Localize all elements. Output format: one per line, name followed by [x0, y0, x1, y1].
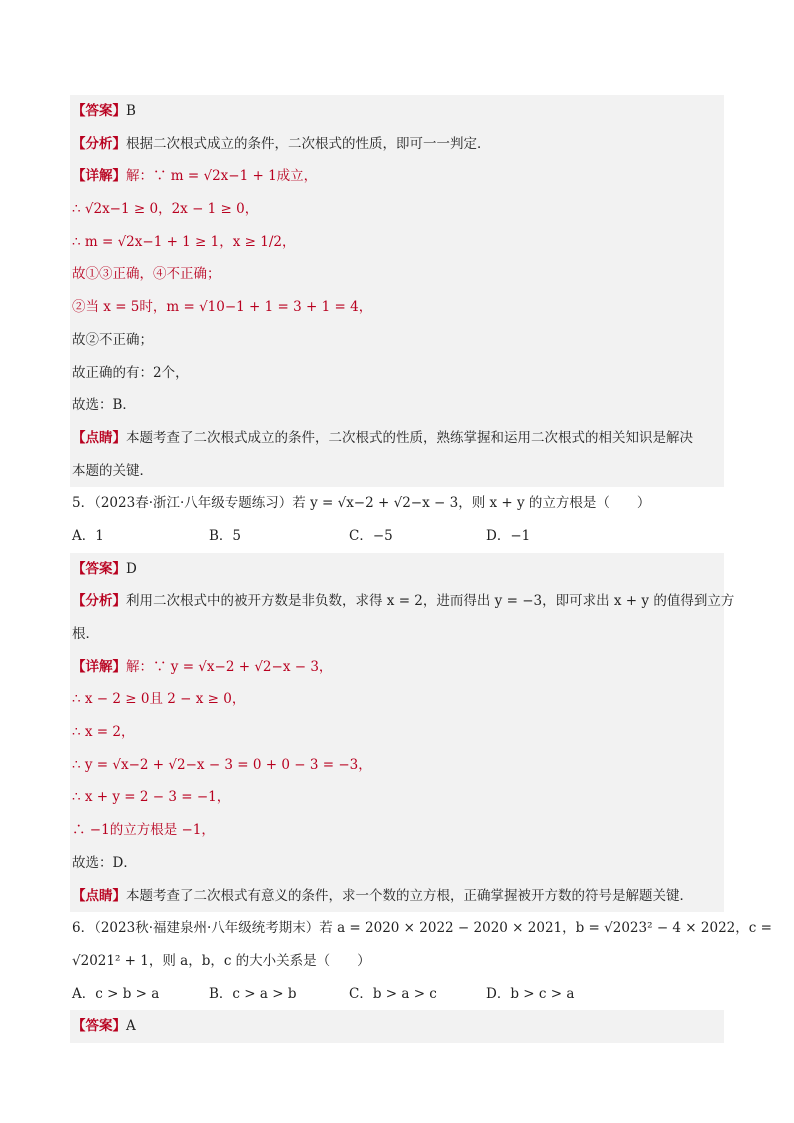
- q4-answer-line: [70, 95, 724, 128]
- q4-answer: B: [126, 103, 136, 119]
- comment-tag: 【点睛】: [72, 429, 126, 446]
- q6-option-d: D．b > c > a: [486, 985, 575, 1002]
- q5-option-c: C．−5: [349, 527, 393, 544]
- q5-detail-line-3: ∴ y = √x−2 + √2−x − 3 = 0 + 0 − 3 = −3，: [72, 756, 372, 773]
- detail-tag: 【详解】: [72, 658, 126, 675]
- q4-analysis: 根据二次根式成立的条件，二次根式的性质，即可一一判定．: [126, 135, 491, 152]
- q5-option-b: B．5: [209, 527, 242, 544]
- q6-option-c: C．b > a > c: [349, 985, 437, 1002]
- q4-detail-line-7: 故选：B．: [72, 397, 136, 414]
- q5-analysis-line-1: [70, 585, 735, 618]
- q6-stem-2: √2021² + 1，则 a，b，c 的大小关系是（ ）: [72, 952, 371, 969]
- document-page: [70, 95, 772, 1043]
- q4-detail-line-1: ∴ √2x−1 ≥ 0，2x − 1 ≥ 0，: [72, 201, 259, 218]
- q4-detail-line-0: 解：∵ m = √2x−1 + 1成立，: [126, 168, 318, 185]
- answer-tag: 【答案】: [72, 1018, 126, 1035]
- q4-detail-line-4: ②当 x = 5时，m = √10−1 + 1 = 3 + 1 = 4，: [72, 299, 373, 316]
- q6-answer: A: [126, 1018, 136, 1035]
- q4-detail-line-6: 故正确的有：2个，: [72, 364, 189, 381]
- analysis-tag: 【分析】: [72, 593, 126, 610]
- q5-answer: D: [126, 560, 137, 577]
- q5-detail-line-4: ∴ x + y = 2 − 3 = −1，: [72, 789, 231, 806]
- q5-option-d: D．−1: [486, 527, 531, 544]
- comment-tag: 【点睛】: [72, 887, 126, 904]
- q4-comment-1: 本题考查了二次根式成立的条件，二次根式的性质，熟练掌握和运用二次根式的相关知识是解决: [126, 429, 693, 446]
- q5-detail-line-2: ∴ x = 2，: [72, 724, 135, 741]
- q5-analysis-1: 利用二次根式中的被开方数是非负数，求得 x = 2，进而得出 y = −3，即可求出 x + y 的值得到立方: [126, 593, 735, 610]
- q4-solution-block: [70, 95, 724, 487]
- analysis-tag: 【分析】: [72, 135, 126, 152]
- q5-comment-line: [70, 880, 724, 913]
- q5-detail-line: [70, 651, 724, 684]
- q6-solution-block: [70, 1010, 724, 1043]
- q5-answer-line: [70, 553, 724, 586]
- q5-options: [70, 520, 724, 553]
- q6-options: [70, 978, 724, 1011]
- answer-tag: 【答案】: [72, 103, 126, 119]
- q4-detail-line-3: 故①③正确，④不正确；: [72, 266, 221, 283]
- q5-detail-line-6: 故选：D．: [72, 854, 137, 871]
- q5-analysis-line-2: 根．: [72, 626, 99, 642]
- q5-detail-line-5: ∴ −1的立方根是 −1，: [72, 822, 215, 839]
- q5-detail-line-0: 解：∵ y = √x−2 + √2−x − 3，: [126, 658, 333, 675]
- detail-tag: 【详解】: [72, 168, 126, 185]
- q5-option-a: A．1: [72, 527, 104, 544]
- q4-detail-line: [70, 160, 724, 193]
- q5-stem: 5．（2023春·浙江·八年级专题练习）若 y = √x−2 + √2−x − 3，则 x + y 的立方根是（ ）: [72, 495, 651, 512]
- q4-comment-line-1: [70, 422, 724, 455]
- q4-comment-line-2: 本题的关键．: [72, 462, 153, 479]
- q5-comment: 本题考查了二次根式有意义的条件，求一个数的立方根，正确掌握被开方数的符号是解题关键．: [126, 887, 693, 904]
- q5-solution-block: [70, 553, 735, 913]
- q4-analysis-line: [70, 128, 724, 161]
- q6-stem-1: 6．（2023秋·福建泉州·八年级统考期末）若 a = 2020 × 2022 − 2020 × 2021，b = √2023² − 4 × 2022，c =: [72, 920, 772, 937]
- answer-tag: 【答案】: [72, 560, 126, 577]
- q6-answer-line: [70, 1010, 724, 1043]
- q6-option-a: A．c > b > a: [72, 985, 160, 1002]
- q5-detail-line-1: ∴ x − 2 ≥ 0且 2 − x ≥ 0，: [72, 691, 246, 708]
- q6-option-b: B．c > a > b: [209, 985, 297, 1002]
- q4-detail-line-2: ∴ m = √2x−1 + 1 ≥ 1，x ≥ 1/2，: [72, 233, 296, 250]
- q4-detail-line-5: 故②不正确；: [72, 331, 153, 348]
